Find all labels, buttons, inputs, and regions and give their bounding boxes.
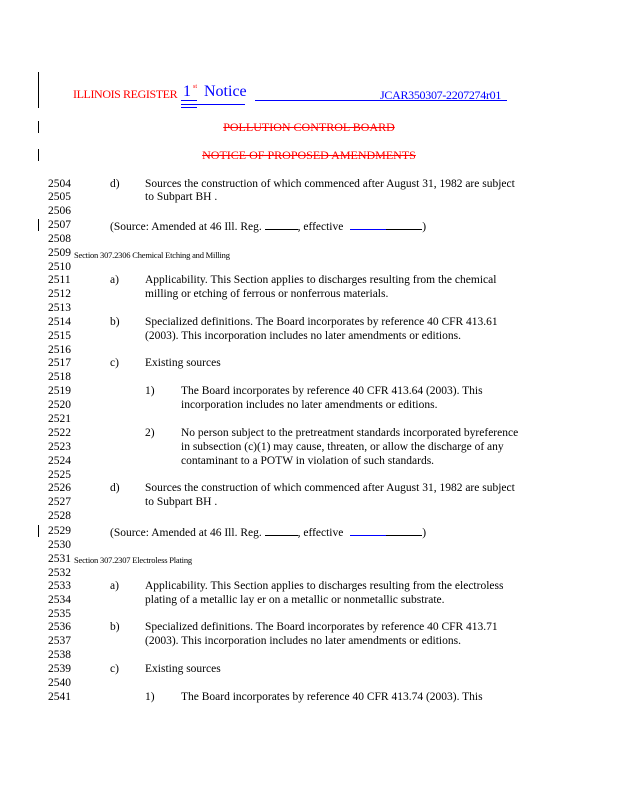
label-b-2: b) <box>110 621 120 633</box>
source-reg-blank <box>265 219 298 230</box>
line-number: 2511 <box>48 274 71 286</box>
label-c: c) <box>110 357 119 369</box>
edition-number: 1 <box>183 83 191 100</box>
line-number: 2524 <box>48 455 71 467</box>
line-number: 2534 <box>48 594 71 606</box>
line-number: 2530 <box>48 539 71 551</box>
line-number: 2540 <box>48 677 71 689</box>
label-a-2: a) <box>110 580 119 592</box>
paragraph-a-line-1: Applicability. This Section applies to discharges resulting from the chemical <box>145 274 497 286</box>
line-number: 2505 <box>48 191 71 203</box>
paragraph-d2-line-1: Sources the construction of which commenced after August 31, 1982 are subject <box>145 482 515 494</box>
line-number: 2523 <box>48 441 71 453</box>
line-number: 2513 <box>48 302 71 314</box>
line-number: 2537 <box>48 635 71 647</box>
paragraph-c-2-line-1: No person subject to the pretreatment standards incorporated byreference <box>181 427 519 439</box>
paragraph-c: Existing sources <box>145 357 221 369</box>
line-number: 2517 <box>48 357 71 369</box>
source-effective-blank <box>386 219 422 230</box>
line-number: 2525 <box>48 469 71 481</box>
line-number: 2531 <box>48 553 71 565</box>
label-b: b) <box>110 316 120 328</box>
source-effective-blank-blue-2 <box>350 525 386 536</box>
line-number: 2539 <box>48 663 71 675</box>
paragraph-a2-line-2: plating of a metallic lay er on a metallic or nonmetallic substrate. <box>145 594 445 606</box>
header-underline-short <box>181 100 197 101</box>
label-c-1: 1) <box>145 385 155 397</box>
line-number: 2512 <box>48 288 71 300</box>
line-number: 2504 <box>48 178 71 190</box>
line-number: 2528 <box>48 510 71 522</box>
line-number: 2510 <box>48 261 71 273</box>
line-number: 2507 <box>48 219 71 231</box>
line-number: 2520 <box>48 399 71 411</box>
label-d-2: d) <box>110 482 120 494</box>
header-underline-1 <box>255 100 507 101</box>
line-number: 2541 <box>48 691 71 703</box>
label-d: d) <box>110 178 120 190</box>
paragraph-c-2-line-3: contaminant to a POTW in violation of such standards. <box>181 455 435 467</box>
paragraph-c-1-line-2: incorporation includes no later amendments or editions. <box>181 399 438 411</box>
paragraph-b-line-1: Specialized definitions. The Board incorporates by reference 40 CFR 413.61 <box>145 316 498 328</box>
paragraph-c-2-line-2: in subsection (c)(1) may cause, threaten, or allow the discharge of any <box>181 441 504 453</box>
paragraph-c-existing-2: Existing sources <box>145 663 221 675</box>
line-number: 2509 <box>48 247 71 259</box>
label-a: a) <box>110 274 119 286</box>
line-number: 2526 <box>48 482 71 494</box>
line-number: 2538 <box>48 649 71 661</box>
line-number: 2508 <box>48 233 71 245</box>
line-number: 2532 <box>48 567 71 579</box>
edition-superscript: st <box>193 84 198 90</box>
line-number: 2535 <box>48 608 71 620</box>
line-number: 2506 <box>48 205 71 217</box>
paragraph-c-1-line-1: The Board incorporates by reference 40 CFR 413.64 (2003). This <box>181 385 483 397</box>
board-name: POLLUTION CONTROL BOARD <box>223 120 395 134</box>
section-2306-heading: Section 307.2306 Chemical Etching and Milling <box>74 250 230 260</box>
paragraph-c2-1-line-1: The Board incorporates by reference 40 CFR 413.74 (2003). This <box>181 691 483 703</box>
line-number: 2527 <box>48 496 71 508</box>
paragraph-b2-line-2: (2003). This incorporation includes no later amendments or editions. <box>145 635 461 647</box>
source-reg-blank-2 <box>265 525 298 536</box>
source-note-2: (Source: Amended at 46 Ill. Reg. , effective ) <box>110 527 427 539</box>
header-underline-3 <box>181 107 197 108</box>
source-effective-blank-2 <box>386 525 422 536</box>
paragraph-b2-line-1: Specialized definitions. The Board incorporates by reference 40 CFR 413.71 <box>145 621 498 633</box>
running-header <box>73 82 533 112</box>
label-c-3: c) <box>110 663 119 675</box>
paragraph-d-line-2: to Subpart BH . <box>145 191 218 203</box>
line-number: 2516 <box>48 344 71 356</box>
line-number: 2522 <box>48 427 71 439</box>
line-number: 2518 <box>48 371 71 383</box>
paragraph-d2-line-2: to Subpart BH . <box>145 496 218 508</box>
notice-label: Notice <box>204 83 247 100</box>
source-note: (Source: Amended at 46 Ill. Reg. , effective ) <box>110 221 427 233</box>
paragraph-b-line-2: (2003). This incorporation includes no later amendments or editions. <box>145 330 461 342</box>
line-number: 2515 <box>48 330 71 342</box>
register-title: ILLINOIS REGISTER <box>73 87 178 101</box>
label-c-2: 2) <box>145 427 155 439</box>
section-2307-heading: Section 307.2307 Electroless Plating <box>74 555 192 565</box>
line-number: 2521 <box>48 413 71 425</box>
header-underline-2 <box>181 104 245 105</box>
line-number: 2514 <box>48 316 71 328</box>
paragraph-a2-line-1: Applicability. This Section applies to discharges resulting from the electroless <box>145 580 504 592</box>
paragraph-a-line-2: milling or etching of ferrous or nonferrous materials. <box>145 288 389 300</box>
change-bar-header <box>38 72 39 108</box>
line-number: 2536 <box>48 621 71 633</box>
line-number: 2529 <box>48 525 71 537</box>
change-bar-source-1 <box>38 219 39 231</box>
change-bar-source-2 <box>38 525 39 537</box>
label-c2-1: 1) <box>145 691 155 703</box>
paragraph-d-line-1: Sources the construction of which commenced after August 31, 1982 are subject <box>145 178 515 190</box>
notice-title: NOTICE OF PROPOSED AMENDMENTS <box>202 148 416 162</box>
jcar-id: JCAR350307-2207274r01 <box>380 88 502 102</box>
source-effective-blank-blue <box>350 219 386 230</box>
line-number: 2533 <box>48 580 71 592</box>
line-number: 2519 <box>48 385 71 397</box>
